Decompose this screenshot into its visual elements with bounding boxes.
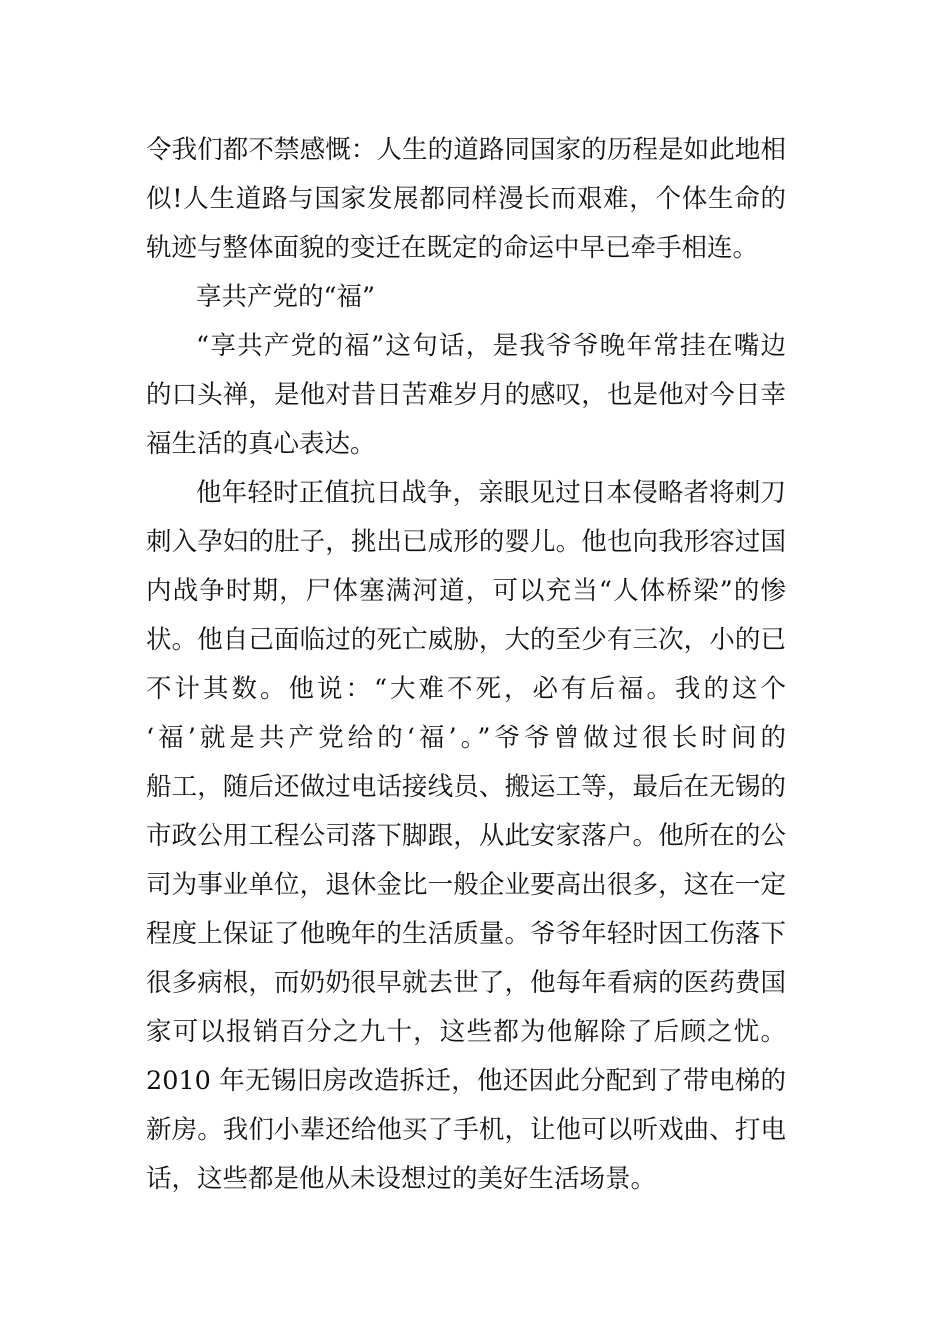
text-line: 程度上保证了他晚年的生活质量。爷爷年轻时因工伤落下 — [146, 919, 786, 949]
text-line: 家可以报销百分之九十，这些都为他解除了后顾之忧。 — [146, 1017, 786, 1047]
text-line: 福生活的真心表达。 — [146, 429, 376, 459]
text-line: 司为事业单位，退休金比一般企业要高出很多，这在一定 — [146, 870, 786, 900]
text-line: 很多病根，而奶奶很早就去世了，他每年看病的医药费国 — [146, 968, 786, 998]
section-heading: 享共产党的“福” — [196, 282, 376, 312]
body-text — [146, 126, 786, 1204]
text-line: 内战争时期，尸体塞满河道，可以充当“人体桥梁”的惨 — [146, 576, 786, 606]
text-line: 新房。我们小辈还给他买了手机，让他可以听戏曲、打电 — [146, 1115, 786, 1145]
text-line: 的口头禅，是他对昔日苦难岁月的感叹，也是他对今日幸 — [146, 380, 786, 410]
text-line: 状。他自己面临过的死亡威胁，大的至少有三次，小的已 — [146, 625, 786, 655]
text-line: 令我们都不禁感慨：人生的道路同国家的历程是如此地相 — [146, 135, 786, 165]
text-line: 市政公用工程公司落下脚跟，从此安家落户。他所在的公 — [146, 821, 786, 851]
text-line: 船工，随后还做过电话接线员、搬运工等，最后在无锡的 — [146, 772, 786, 802]
text-line: “享共产党的福”这句话，是我爷爷晚年常挂在嘴边 — [196, 331, 786, 361]
text-line: 他年轻时正值抗日战争，亲眼见过日本侵略者将刺刀 — [196, 478, 786, 508]
text-line: ‘福’就是共产党给的‘福’。”爷爷曾做过很长时间的 — [146, 723, 786, 753]
text-line: 2010 年无锡旧房改造拆迁，他还因此分配到了带电梯的 — [146, 1066, 786, 1096]
text-line: 刺入孕妇的肚子，挑出已成形的婴儿。他也向我形容过国 — [146, 527, 786, 557]
text-line: 不计其数。他说：“大难不死，必有后福。我的这个 — [146, 674, 786, 704]
text-line: 似!人生道路与国家发展都同样漫长而艰难，个体生命的 — [146, 184, 786, 214]
text-line: 话，这些都是他从未设想过的美好生活场景。 — [146, 1164, 657, 1194]
text-line: 轨迹与整体面貌的变迁在既定的命运中早已牵手相连。 — [146, 233, 759, 263]
